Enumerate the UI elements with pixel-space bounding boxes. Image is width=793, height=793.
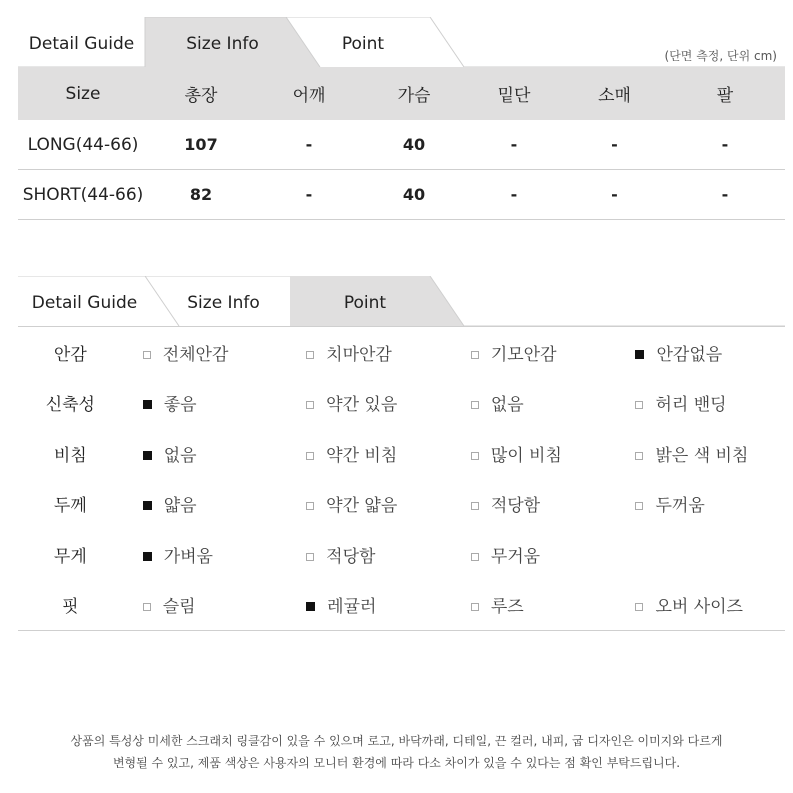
option-label: 전체안감 — [162, 344, 229, 365]
option-label: 슬림 — [162, 597, 196, 618]
point-category: 두께 — [53, 496, 87, 517]
point-option[interactable] — [286, 428, 451, 479]
disclaimer-line-2: 변형될 수 있고, 제품 색상은 사용자의 모니터 환경에 따라 다소 차이가 있을 수 있다는 점 확인 부탁드립니다. — [112, 756, 681, 770]
empty-cell — [615, 529, 785, 580]
unchecked-box-icon — [471, 452, 479, 460]
table-cell: - — [665, 170, 785, 220]
option-label: 무거움 — [490, 546, 541, 567]
unchecked-box-icon — [635, 401, 643, 409]
tab-point[interactable]: Point — [341, 34, 385, 54]
point-option[interactable] — [451, 378, 616, 429]
option-label: 많이 비침 — [490, 445, 562, 466]
checked-box-icon — [143, 552, 152, 561]
point-option[interactable] — [123, 580, 286, 631]
point-option[interactable] — [451, 580, 616, 631]
col-header: 소매 — [564, 67, 665, 120]
tab-point[interactable]: Point — [343, 293, 387, 313]
tab-size-info[interactable]: Size Info — [187, 293, 260, 313]
checked-box-icon — [143, 501, 152, 510]
table-cell: - — [464, 120, 564, 170]
unchecked-box-icon — [306, 401, 314, 409]
unchecked-box-icon — [635, 603, 643, 611]
point-table — [18, 326, 785, 631]
col-header: 총장 — [148, 67, 254, 120]
measurement-note: (단면 측정, 단위 cm) — [664, 49, 777, 63]
size-table — [18, 67, 785, 220]
unchecked-box-icon — [471, 401, 479, 409]
point-category: 신축성 — [45, 395, 95, 416]
point-category: 무게 — [53, 546, 87, 567]
option-label: 좋음 — [163, 395, 197, 416]
point-option[interactable] — [123, 529, 286, 580]
option-label: 레귤러 — [327, 597, 377, 618]
tab-size-info[interactable]: Size Info — [186, 34, 259, 54]
option-label: 두꺼움 — [655, 496, 705, 517]
unchecked-box-icon — [306, 351, 314, 359]
table-row — [18, 479, 785, 530]
point-option[interactable] — [451, 327, 616, 378]
point-option[interactable] — [451, 479, 616, 530]
checked-box-icon — [143, 451, 152, 460]
unchecked-box-icon — [471, 553, 479, 561]
option-label: 적당함 — [490, 496, 541, 517]
option-label: 가벼움 — [163, 546, 213, 567]
point-option[interactable] — [286, 378, 451, 429]
table-row — [18, 580, 785, 631]
checked-box-icon — [143, 400, 152, 409]
table-cell: 82 — [148, 170, 254, 220]
point-option[interactable] — [286, 580, 451, 631]
unchecked-box-icon — [471, 502, 479, 510]
point-option[interactable] — [286, 529, 451, 580]
col-header: 어깨 — [254, 67, 364, 120]
point-option[interactable] — [615, 378, 785, 429]
point-option[interactable] — [615, 428, 785, 479]
point-option[interactable] — [123, 327, 286, 378]
unchecked-box-icon — [471, 603, 479, 611]
option-label: 약간 비침 — [326, 445, 398, 466]
table-cell: - — [665, 120, 785, 170]
option-label: 없음 — [163, 445, 197, 466]
point-option[interactable] — [451, 529, 616, 580]
col-header: Size — [18, 67, 148, 120]
size-tabbar — [18, 17, 785, 67]
option-label: 안감없음 — [656, 344, 723, 365]
point-option[interactable] — [286, 327, 451, 378]
col-header: 팔 — [665, 67, 785, 120]
point-category: 비침 — [53, 445, 87, 466]
table-row — [18, 378, 785, 429]
point-option[interactable] — [123, 378, 286, 429]
option-label: 약간 얇음 — [326, 496, 398, 517]
option-label: 허리 밴딩 — [655, 395, 727, 416]
checked-box-icon — [635, 350, 644, 359]
unchecked-box-icon — [306, 553, 314, 561]
unchecked-box-icon — [306, 452, 314, 460]
option-label: 루즈 — [490, 597, 524, 618]
col-header: 가슴 — [364, 67, 464, 120]
point-option[interactable] — [286, 479, 451, 530]
point-tabbar — [18, 276, 785, 326]
unchecked-box-icon — [143, 351, 151, 359]
option-label: 얇음 — [163, 496, 197, 517]
unchecked-box-icon — [471, 351, 479, 359]
option-label: 치마안감 — [326, 344, 392, 365]
table-cell: - — [564, 120, 665, 170]
size-label: SHORT(44-66) — [18, 170, 148, 220]
unchecked-box-icon — [635, 452, 643, 460]
table-cell: - — [254, 170, 364, 220]
table-row — [18, 170, 785, 220]
point-category: 핏 — [62, 597, 79, 618]
point-tab-outline-c — [430, 276, 785, 326]
unchecked-box-icon — [635, 502, 643, 510]
point-option[interactable] — [615, 479, 785, 530]
option-label: 적당함 — [326, 546, 376, 567]
option-label: 오버 사이즈 — [655, 597, 743, 618]
tab-detail-guide[interactable]: Detail Guide — [28, 34, 135, 54]
disclaimer-line-1: 상품의 특성상 미세한 스크래치 링클감이 있을 수 있으며 로고, 바닥까래, 디테일, 끈 컬러, 내피, 굽 디자인은 이미지와 다르게 — [70, 734, 723, 748]
table-cell: - — [564, 170, 665, 220]
point-option[interactable] — [615, 327, 785, 378]
option-label: 약간 있음 — [326, 395, 398, 416]
point-option[interactable] — [615, 580, 785, 631]
checked-box-icon — [306, 602, 315, 611]
table-cell: 40 — [364, 170, 464, 220]
option-label: 기모안감 — [490, 344, 557, 365]
unchecked-box-icon — [306, 502, 314, 510]
unchecked-box-icon — [143, 603, 151, 611]
table-cell: 40 — [364, 120, 464, 170]
point-option[interactable] — [451, 428, 616, 479]
disclaimer — [0, 730, 793, 774]
table-row — [18, 327, 785, 378]
tab-detail-guide[interactable]: Detail Guide — [31, 293, 138, 313]
option-label: 밝은 색 비침 — [655, 445, 749, 466]
size-label: LONG(44-66) — [18, 120, 148, 170]
table-row — [18, 428, 785, 479]
table-cell: - — [254, 120, 364, 170]
point-option[interactable] — [123, 428, 286, 479]
col-header: 밑단 — [464, 67, 564, 120]
option-label: 없음 — [490, 395, 524, 416]
point-option[interactable] — [123, 479, 286, 530]
table-row — [18, 120, 785, 170]
point-category: 안감 — [53, 344, 87, 365]
table-cell: 107 — [148, 120, 254, 170]
table-row — [18, 529, 785, 580]
size-table-header — [18, 67, 785, 120]
table-cell: - — [464, 170, 564, 220]
